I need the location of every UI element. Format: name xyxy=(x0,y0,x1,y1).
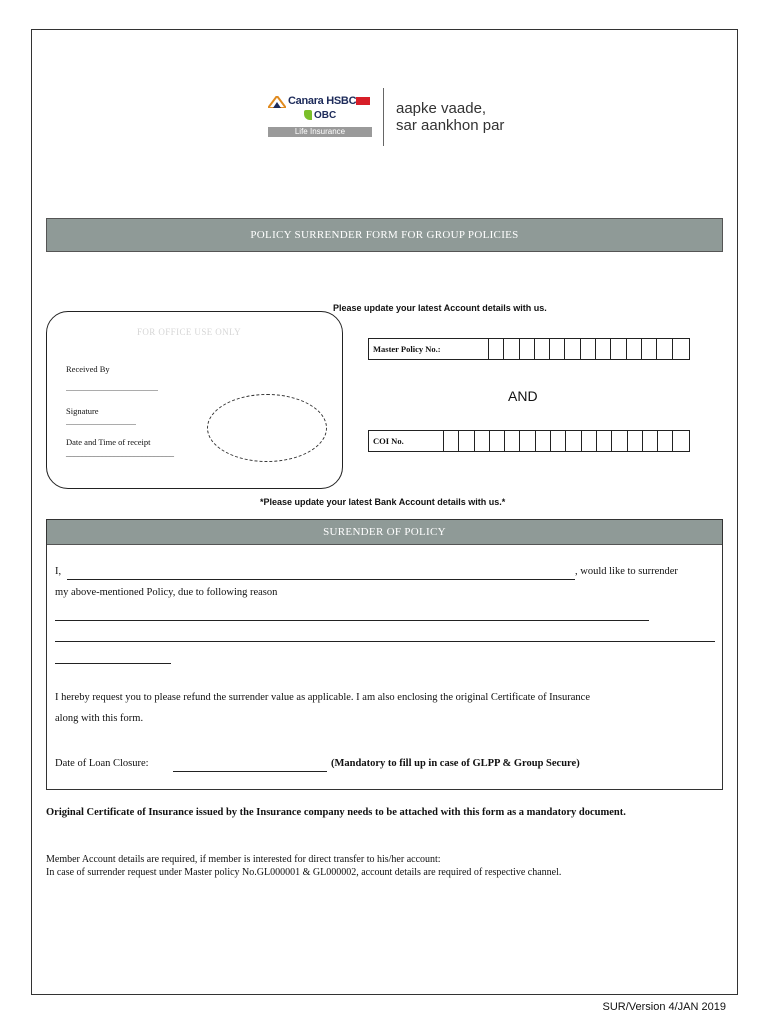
coi-cell[interactable] xyxy=(612,431,627,451)
master-policy-cell[interactable] xyxy=(489,339,504,359)
version-label: SUR/Version 4/JAN 2019 xyxy=(602,1001,726,1013)
and-text: AND xyxy=(508,388,538,404)
coi-row[interactable] xyxy=(368,430,690,452)
master-policy-cell[interactable] xyxy=(520,339,535,359)
loan-closure-label: Date of Loan Closure: xyxy=(55,758,149,769)
refund-request-line2: along with this form. xyxy=(55,713,144,724)
master-policy-row[interactable] xyxy=(368,338,690,360)
master-policy-cell[interactable] xyxy=(565,339,580,359)
master-policy-cell[interactable] xyxy=(611,339,626,359)
coi-cell[interactable] xyxy=(444,431,459,451)
coi-cell[interactable] xyxy=(582,431,597,451)
surrender-section xyxy=(46,519,723,790)
reason-field-line2[interactable] xyxy=(55,641,715,642)
bank-note: *Please update your latest Bank Account details with us.* xyxy=(260,497,506,507)
coi-cell[interactable] xyxy=(459,431,474,451)
partner-name: OBC xyxy=(314,110,337,121)
coi-cell[interactable] xyxy=(475,431,490,451)
office-use-title: FOR OFFICE USE ONLY xyxy=(137,327,241,337)
master-policy-cell[interactable] xyxy=(596,339,611,359)
date-time-label: Date and Time of receipt xyxy=(66,437,151,447)
account-note: Please update your latest Account details with us. xyxy=(333,303,547,313)
master-policy-cell[interactable] xyxy=(642,339,657,359)
master-policy-cell[interactable] xyxy=(581,339,596,359)
received-by-field[interactable]: .............................................. xyxy=(66,384,158,393)
tagline-line2: sar aankhon par xyxy=(396,117,505,134)
account-note-line1: Member Account details are required, if member is interested for direct transfer to his/her account: xyxy=(46,854,441,865)
coi-cell[interactable] xyxy=(536,431,551,451)
reason-field-line1[interactable] xyxy=(55,620,649,621)
logo-divider xyxy=(383,88,384,146)
form-title: POLICY SURRENDER FORM FOR GROUP POLICIES xyxy=(46,218,723,252)
coi-cell[interactable] xyxy=(505,431,520,451)
loan-closure-mandatory-note: (Mandatory to fill up in case of GLPP & Group Secure) xyxy=(331,758,580,769)
master-policy-cell[interactable] xyxy=(673,339,688,359)
signature-label: Signature xyxy=(66,406,99,416)
canara-logo-icon xyxy=(268,96,286,108)
master-policy-cell[interactable] xyxy=(535,339,550,359)
coi-cell[interactable] xyxy=(490,431,505,451)
signature-field[interactable]: ................................... xyxy=(66,418,136,427)
received-by-label: Received By xyxy=(66,364,110,374)
coi-cell[interactable] xyxy=(566,431,581,451)
master-policy-cell[interactable] xyxy=(550,339,565,359)
date-time-field[interactable]: ___________________________ xyxy=(66,449,174,458)
coi-label: COI No. xyxy=(369,431,444,451)
page-border xyxy=(31,29,738,995)
obc-leaf-icon xyxy=(304,110,312,120)
refund-request-line1: I hereby request you to please refund the surrender value as applicable. I am also enclosing the original Certificate of Insurance xyxy=(55,692,590,703)
master-policy-label: Master Policy No.: xyxy=(369,339,489,359)
coi-cell[interactable] xyxy=(628,431,643,451)
name-field[interactable] xyxy=(67,579,575,580)
loan-closure-date-field[interactable] xyxy=(173,771,327,772)
master-policy-cell[interactable] xyxy=(504,339,519,359)
master-policy-cell[interactable] xyxy=(657,339,672,359)
coi-cell[interactable] xyxy=(520,431,535,451)
office-use-box xyxy=(46,311,343,489)
tagline-line1: aapke vaade, xyxy=(396,100,487,117)
company-logo xyxy=(268,95,372,139)
tagline xyxy=(396,100,504,134)
reason-field-line3[interactable] xyxy=(55,663,171,664)
master-policy-cell[interactable] xyxy=(627,339,642,359)
surrender-header: SURENDER OF POLICY xyxy=(47,520,722,545)
coi-cell[interactable] xyxy=(643,431,658,451)
coi-cell[interactable] xyxy=(597,431,612,451)
account-details-note xyxy=(46,853,736,879)
coi-cell[interactable] xyxy=(658,431,673,451)
stamp-area xyxy=(207,394,327,462)
product-name: Life Insurance xyxy=(268,127,372,137)
i-label: I, xyxy=(55,566,62,577)
surrender-intent-text: , would like to surrender xyxy=(575,566,678,577)
coi-cell[interactable] xyxy=(673,431,688,451)
reason-intro: my above-mentioned Policy, due to following reason xyxy=(55,587,278,598)
hsbc-hexagon-icon xyxy=(356,97,370,105)
brand-name: Canara HSBC xyxy=(288,95,357,107)
mandatory-document-note: Original Certificate of Insurance issued by the Insurance company needs to be attached with this form as a mandatory document. xyxy=(46,807,626,818)
account-note-line2: In case of surrender request under Master policy No.GL000001 & GL000002, account details are required of respective channel. xyxy=(46,867,562,878)
coi-cell[interactable] xyxy=(551,431,566,451)
